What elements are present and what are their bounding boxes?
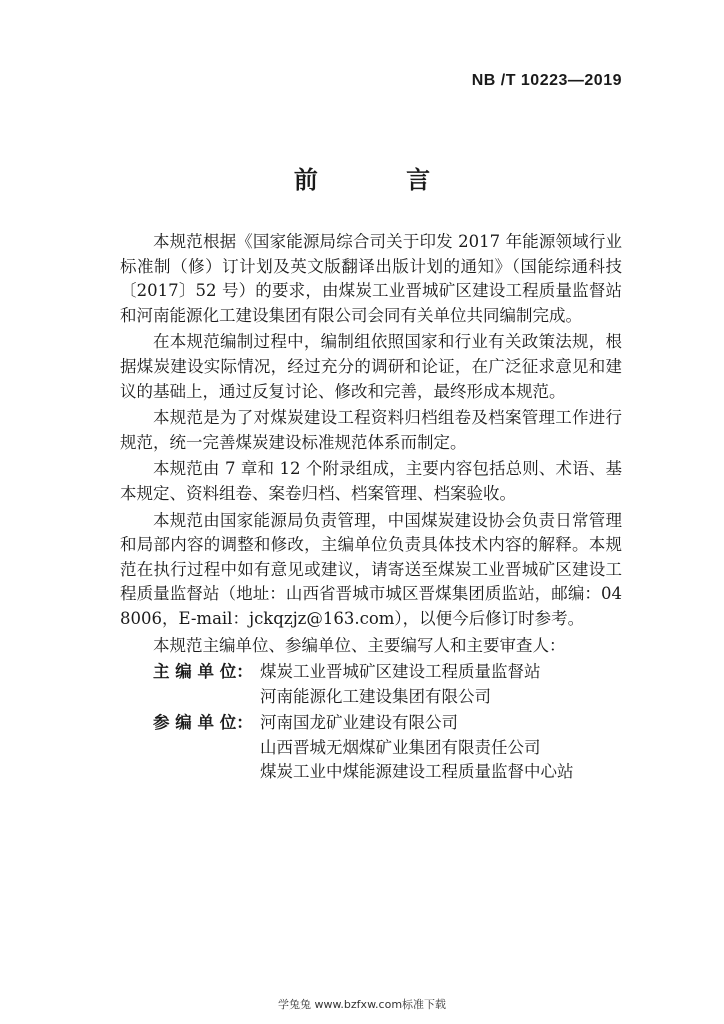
participating-unit-name: 河南国龙矿业建设有限公司 bbox=[260, 713, 458, 733]
paragraph-basis: 本规范根据《国家能源局综合司关于印发 2017 年能源领域行业标准制（修）订计划及英文版翻译出版计划的通知》（国能综通科技〔2017〕52 号）的要求，由煤炭工业晋城矿区建设工程质量监督站和河南能源化工建设集团有限公司会同有关单位共同编制完成。 bbox=[120, 232, 622, 325]
participating-units-row bbox=[120, 711, 622, 785]
chief-units-row bbox=[120, 660, 622, 709]
watermark-footer: 学兔兔 www.bzfxw.com标准下载 bbox=[277, 998, 447, 1011]
participating-unit-name: 煤炭工业中煤能源建设工程质量监督中心站 bbox=[260, 762, 574, 782]
document-code: NB /T 10223—2019 bbox=[471, 72, 622, 89]
chief-units-list bbox=[260, 660, 622, 709]
participating-units-list bbox=[260, 711, 622, 785]
chief-units-label: 主 编 单 位： bbox=[153, 662, 253, 682]
paragraph-management: 本规范由国家能源局负责管理，中国煤炭建设协会负责日常管理和局部内容的调整和修改，主编单位负责具体技术内容的解释。本规范在执行过程中如有意见或建议，请寄送至煤炭工业晋城矿区建设工程质量监督站（地址：山西省晋城市城区晋煤集团质监站，邮编：048006，E-mail：jckqzjz@163.com），以便今后修订时参考。 bbox=[120, 510, 622, 628]
paragraph-purpose: 本规范是为了对煤炭建设工程资料归档组卷及档案管理工作进行规范，统一完善煤炭建设标准规范体系而制定。 bbox=[120, 408, 622, 452]
paragraph-contents: 本规范由 7 章和 12 个附录组成，主要内容包括总则、术语、基本规定、资料组卷、案卷归档、档案管理、档案验收。 bbox=[120, 459, 622, 503]
foreword-body bbox=[120, 230, 622, 785]
chief-unit-name: 河南能源化工建设集团有限公司 bbox=[260, 686, 491, 706]
paragraph-units-intro: 本规范主编单位、参编单位、主要编写人和主要审查人： bbox=[153, 635, 566, 655]
page-title: 前 言 bbox=[293, 166, 471, 194]
participating-units-label: 参 编 单 位： bbox=[153, 713, 253, 733]
participating-unit-name: 山西晋城无烟煤矿业集团有限责任公司 bbox=[260, 737, 541, 757]
paragraph-process: 在本规范编制过程中，编制组依照国家和行业有关政策法规，根据煤炭建设实际情况，经过充分的调研和论证，在广泛征求意见和建议的基础上，通过反复讨论、修改和完善，最终形成本规范。 bbox=[120, 332, 622, 401]
chief-unit-name: 煤炭工业晋城矿区建设工程质量监督站 bbox=[260, 662, 541, 682]
